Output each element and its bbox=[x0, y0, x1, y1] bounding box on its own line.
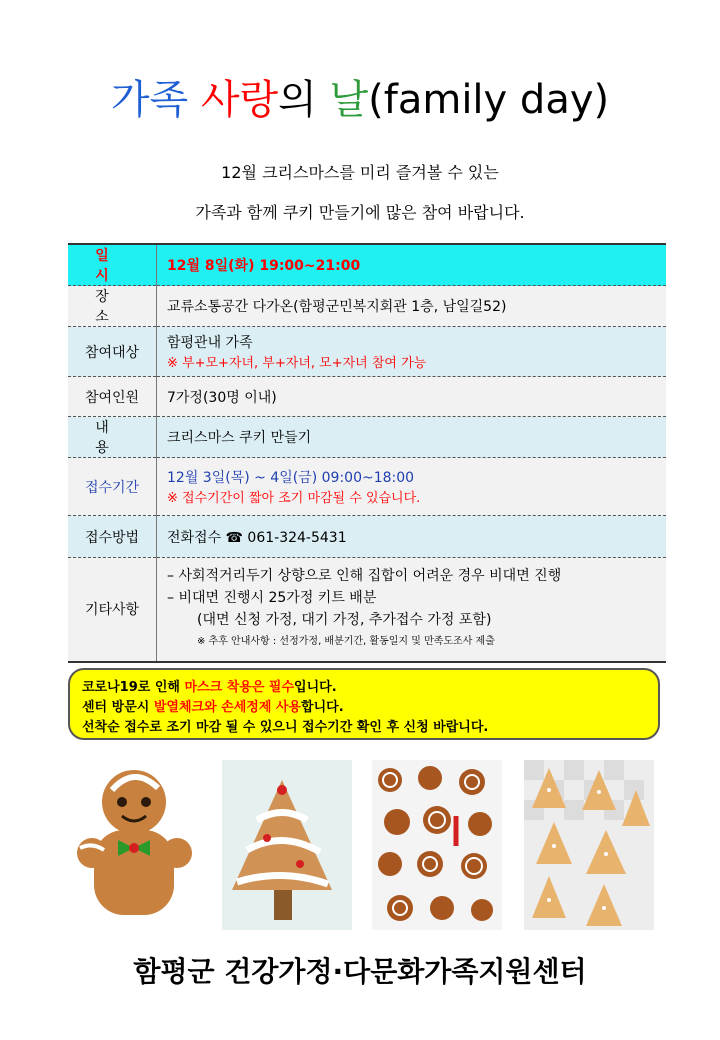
etc-line-1: – 사회적거리두기 상향으로 인해 집합이 어려운 경우 비대면 진행 bbox=[167, 568, 562, 585]
tree-cookies-image bbox=[524, 760, 654, 930]
label-period: 접수기간 bbox=[68, 458, 157, 516]
value-date: 12월 8일(화) 19:00~21:00 bbox=[157, 244, 667, 286]
row-target bbox=[68, 327, 666, 377]
row-place bbox=[68, 286, 666, 327]
page-title bbox=[0, 70, 720, 130]
row-etc bbox=[68, 558, 666, 662]
etc-line-4: ※ 추후 안내사항 : 선정가정, 배분기간, 활동일지 및 만족도조사 제출 bbox=[197, 636, 495, 648]
label-content: 내 용 bbox=[68, 417, 157, 458]
value-place: 교류소통공간 다가온(함평군민복지회관 1층, 남일길52) bbox=[157, 286, 667, 327]
label-etc: 기타사항 bbox=[68, 558, 157, 662]
notice-line-3: 선착순 접수로 조기 마감 될 수 있으니 접수기간 확인 후 신청 바랍니다. bbox=[82, 720, 489, 735]
row-period bbox=[68, 458, 666, 516]
intro-line-2: 가족과 함께 쿠키 만들기에 많은 참여 바랍니다. bbox=[195, 203, 525, 222]
row-content bbox=[68, 417, 666, 458]
title-day: 날 bbox=[329, 77, 369, 123]
title-of: 의 bbox=[278, 77, 317, 123]
value-count: 7가정(30명 이내) bbox=[157, 377, 667, 417]
cookie-images bbox=[72, 760, 662, 930]
title-love: 사랑 bbox=[200, 77, 279, 123]
row-date bbox=[68, 244, 666, 286]
info-table bbox=[68, 243, 666, 663]
intro-line-1: 12월 크리스마스를 미리 즐겨볼 수 있는 bbox=[221, 163, 499, 182]
gingerbread-man-image bbox=[72, 760, 202, 930]
assorted-cookies-image bbox=[372, 760, 502, 930]
value-method: 전화접수 ☎ 061-324-5431 bbox=[157, 516, 667, 558]
etc-line-3: (대면 신청 가정, 대기 가정, 추가접수 가정 포함) bbox=[197, 612, 492, 629]
label-date: 일 시 bbox=[68, 244, 157, 286]
organization-name: 함평군 건강가정·다문화가족지원센터 bbox=[133, 955, 587, 988]
row-count bbox=[68, 377, 666, 417]
value-content: 크리스마스 쿠키 만들기 bbox=[157, 417, 667, 458]
label-count: 참여인원 bbox=[68, 377, 157, 417]
notice-mask-required: 마스크 착용은 필수 bbox=[184, 680, 295, 695]
notice-fever-check: 발열체크와 손세정제 사용 bbox=[153, 700, 302, 715]
note-target: ※ 부+모+자녀, 부+자녀, 모+자녀 참여 가능 bbox=[167, 356, 427, 371]
title-family: 가족 bbox=[110, 77, 189, 123]
notice-line-1: 코로나19로 인해 마스크 착용은 필수입니다. bbox=[82, 680, 337, 695]
value-period: 12월 3일(목) ~ 4일(금) 09:00~18:00 bbox=[167, 470, 415, 486]
label-method: 접수방법 bbox=[68, 516, 157, 558]
label-target: 참여대상 bbox=[68, 327, 157, 377]
notice-line-2: 센터 방문시 발열체크와 손세정제 사용합니다. bbox=[82, 700, 344, 715]
note-period: ※ 접수기간이 짧아 조기 마감될 수 있습니다. bbox=[167, 491, 421, 506]
label-place: 장 소 bbox=[68, 286, 157, 327]
value-target: 함평관내 가족 bbox=[167, 335, 253, 351]
notice-box bbox=[68, 668, 660, 740]
title-english: (family day) bbox=[368, 77, 610, 123]
tree-cookie-image bbox=[222, 760, 352, 930]
row-method bbox=[68, 516, 666, 558]
etc-line-2: – 비대면 진행시 25가정 키트 배분 bbox=[167, 590, 377, 607]
